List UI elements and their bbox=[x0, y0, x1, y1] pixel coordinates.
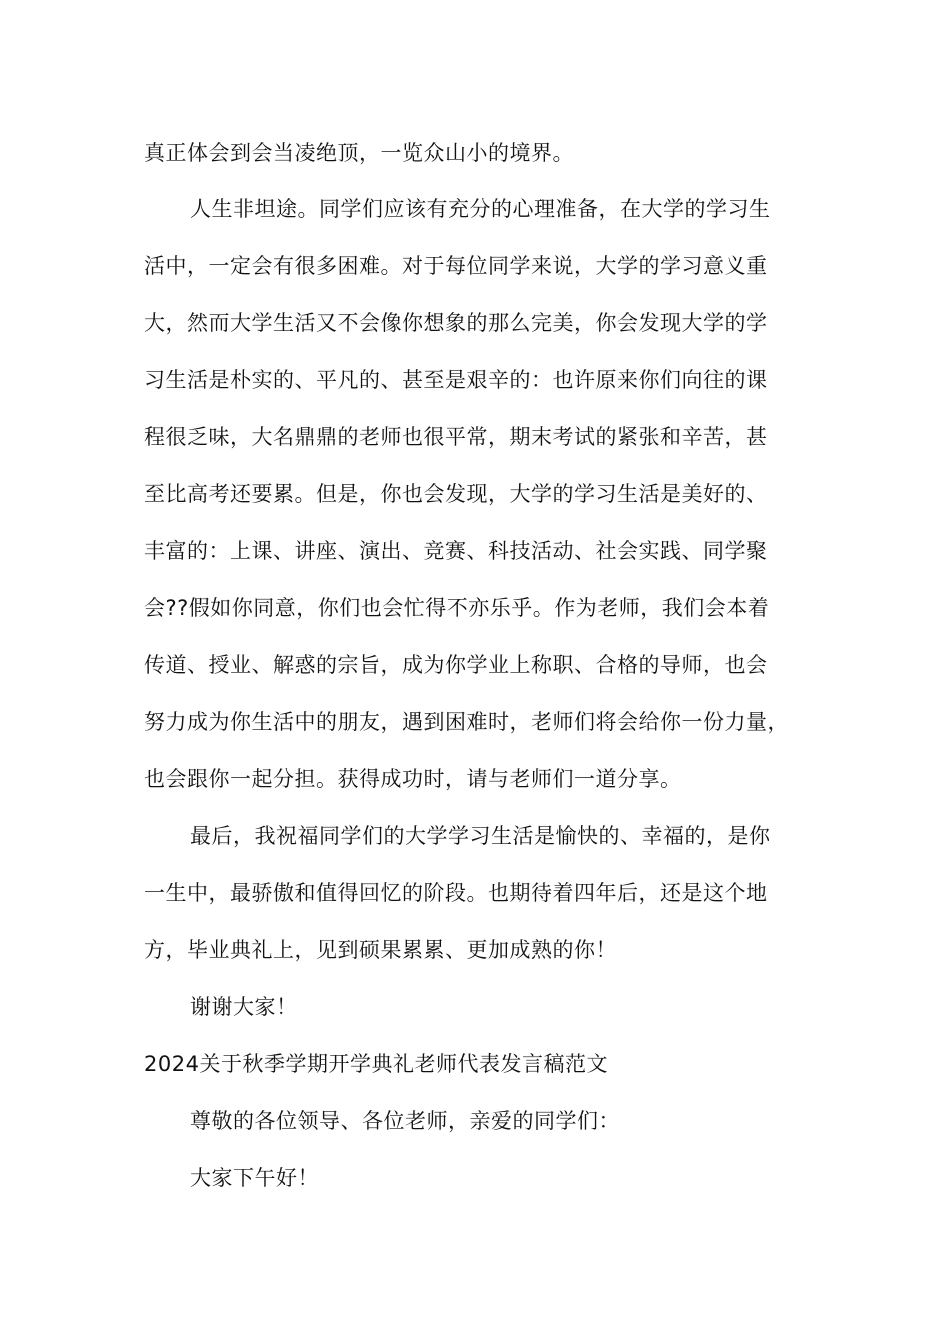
paragraph-line: 传道、授业、解惑的宗旨，成为你学业上称职、合格的导师，也会 bbox=[144, 653, 768, 677]
paragraph-line: 努力成为你生活中的朋友，遇到困难时，老师们将会给你一份力量， bbox=[144, 710, 789, 734]
paragraph-line: 至比高考还要累。但是，你也会发现，大学的学习生活是美好的、 bbox=[144, 482, 768, 506]
paragraph-line: 程很乏味，大名鼎鼎的老师也很平常，期末考试的紧张和辛苦，甚 bbox=[144, 425, 768, 449]
closing-line: 谢谢大家！ bbox=[190, 995, 298, 1019]
section-title: 2024关于秋季学期开学典礼老师代表发言稿范文 bbox=[144, 1052, 608, 1076]
paragraph-line: 一生中，最骄傲和值得回忆的阶段。也期待着四年后，还是这个地 bbox=[144, 881, 768, 905]
paragraph-line: 大，然而大学生活又不会像你想象的那么完美，你会发现大学的学 bbox=[144, 311, 768, 335]
paragraph-line: 最后，我祝福同学们的大学学习生活是愉快的、幸福的，是你 bbox=[190, 824, 771, 848]
paragraph-line: 活中，一定会有很多困难。对于每位同学来说，大学的学习意义重 bbox=[144, 254, 768, 278]
paragraph-line: 真正体会到会当凌绝顶，一览众山小的境界。 bbox=[144, 141, 574, 165]
paragraph-line: 方，毕业典礼上，见到硕果累累、更加成熟的你！ bbox=[144, 938, 617, 962]
paragraph-line: 也会跟你一起分担。获得成功时，请与老师们一道分享。 bbox=[144, 767, 682, 791]
paragraph-line: 人生非坦途。同学们应该有充分的心理准备，在大学的学习生 bbox=[190, 197, 771, 221]
paragraph-line: 会??假如你同意，你们也会忙得不亦乐乎。作为老师，我们会本着 bbox=[144, 596, 770, 620]
paragraph-line: 习生活是朴实的、平凡的、甚至是艰辛的：也许原来你们向往的课 bbox=[144, 368, 768, 392]
paragraph-line: 丰富的：上课、讲座、演出、竞赛、科技活动、社会实践、同学聚 bbox=[144, 539, 768, 563]
greeting-line: 大家下午好！ bbox=[190, 1166, 319, 1190]
salutation-line: 尊敬的各位领导、各位老师，亲爱的同学们： bbox=[190, 1109, 620, 1133]
